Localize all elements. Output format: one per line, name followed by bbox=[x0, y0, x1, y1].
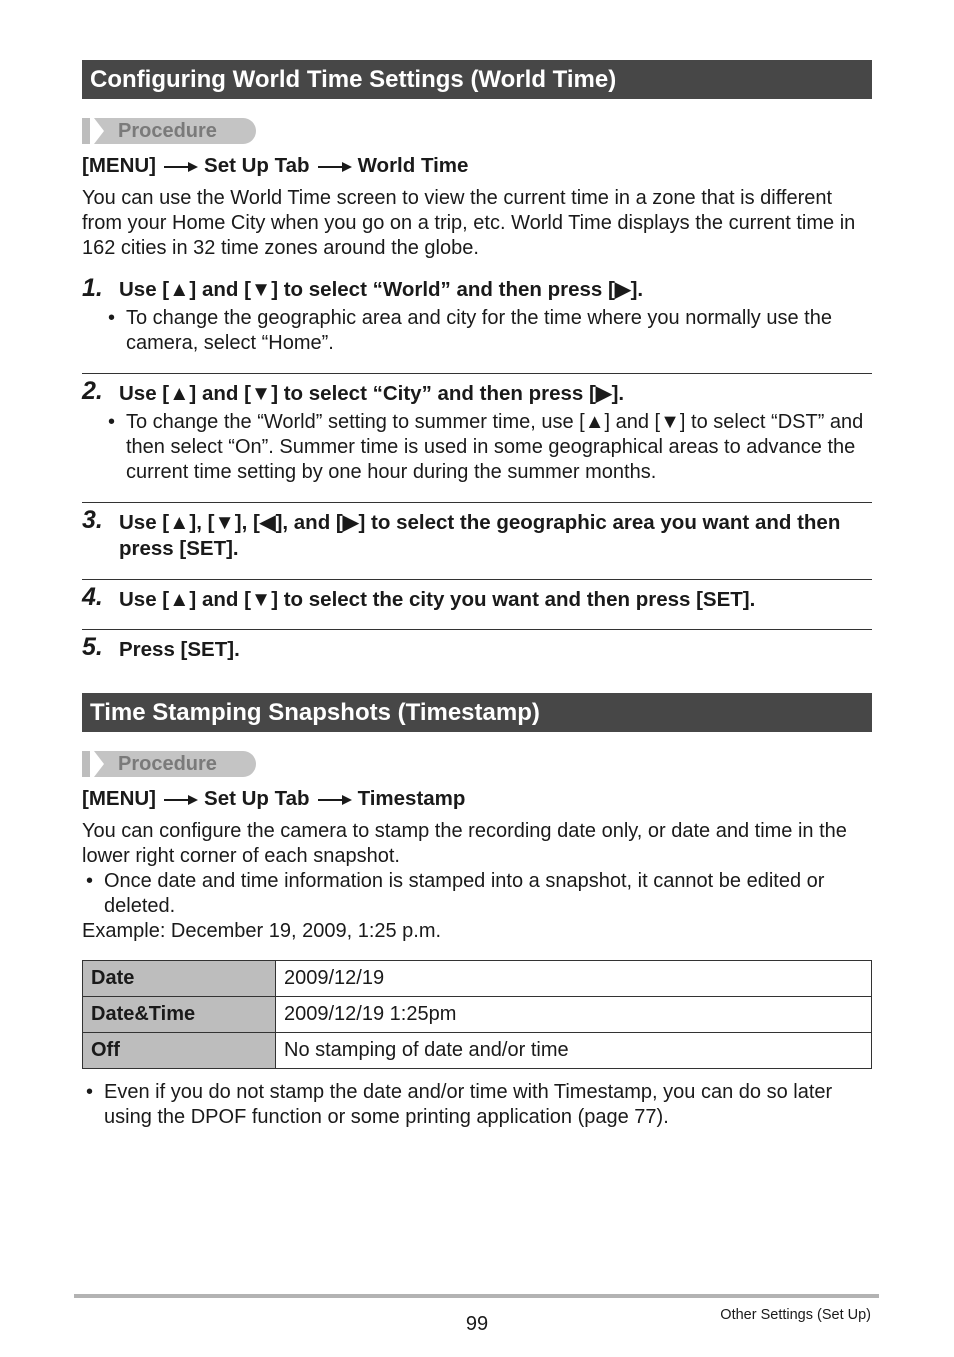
step-note: • To change the “World” setting to summer time, use [▲] and [▼] to select “DST” and then select “On”. Summer time is used in some geographical areas to advance the current time setting by one hour during the summer months. bbox=[108, 411, 864, 483]
steps-list bbox=[82, 274, 872, 663]
menu-key: [MENU] bbox=[82, 787, 157, 810]
procedure-label: Procedure bbox=[118, 120, 217, 142]
bullet-text: Even if you do not stamp the date and/or time with Timestamp, you can do so later using the DPOF function or some printing application (page 77). bbox=[104, 1081, 833, 1128]
step-note-text: To change the “World” setting to summer time, use [▲] and [▼] to select “DST” and then select “On”. Summer time is used in some geographical areas to advance the current time setting by one hour during the summer months. bbox=[126, 411, 864, 483]
step-number: 3. bbox=[82, 506, 103, 534]
step-number: 2. bbox=[82, 377, 103, 405]
step-1 bbox=[82, 274, 872, 373]
step-4 bbox=[82, 579, 872, 629]
menu-path bbox=[82, 786, 872, 812]
footer-rule bbox=[74, 1294, 879, 1298]
step-title: Use [▲] and [▼] to select the city you want and then press [SET]. bbox=[119, 588, 756, 611]
procedure-bar bbox=[82, 118, 90, 144]
procedure-badge bbox=[82, 118, 872, 144]
bullet-note: • Even if you do not stamp the date and/or time with Timestamp, you can do so later using the DPOF function or some printing application (page 77). bbox=[86, 1081, 833, 1128]
step-title: Press [SET]. bbox=[119, 638, 240, 661]
arrow-right-icon bbox=[164, 161, 198, 173]
step-number: 4. bbox=[82, 583, 103, 611]
table-value-cell: No stamping of date and/or time bbox=[276, 1033, 872, 1069]
step-number: 1. bbox=[82, 274, 103, 302]
section-title-timestamp: Time Stamping Snapshots (Timestamp) bbox=[82, 693, 872, 732]
bullet-note: • Once date and time information is stamped into a snapshot, it cannot be edited or deleted. bbox=[86, 870, 825, 917]
menu-key: [MENU] bbox=[82, 154, 157, 177]
example-text: Example: December 19, 2009, 1:25 p.m. bbox=[82, 920, 442, 942]
procedure-bar bbox=[82, 751, 90, 777]
step-2 bbox=[82, 373, 872, 502]
procedure-badge bbox=[82, 751, 872, 777]
arrow-right-icon bbox=[164, 794, 198, 806]
footer-section-label: Other Settings (Set Up) bbox=[720, 1307, 871, 1323]
section-title-world-time: Configuring World Time Settings (World Time) bbox=[82, 60, 872, 99]
arrow-right-icon bbox=[318, 794, 352, 806]
timestamp-table bbox=[82, 960, 872, 1069]
intro-paragraph: You can use the World Time screen to view the current time in a zone that is different from your Home City when you go on a trip, etc. World Time displays the current time in 162 cities in 32 time zones around the globe. bbox=[82, 187, 856, 259]
menu-tab: Set Up Tab bbox=[204, 787, 310, 810]
menu-item: Timestamp bbox=[357, 787, 466, 810]
step-3 bbox=[82, 502, 872, 579]
arrow-right-icon bbox=[318, 161, 352, 173]
step-title: Use [▲] and [▼] to select “World” and then press [▶]. bbox=[119, 278, 644, 301]
bullet-text: Once date and time information is stamped into a snapshot, it cannot be edited or deleted. bbox=[104, 870, 825, 917]
table-label-cell: Off bbox=[83, 1033, 276, 1069]
page-number: 99 bbox=[465, 1313, 489, 1335]
step-5 bbox=[82, 629, 872, 663]
step-note-text: To change the geographic area and city for the time where you normally use the camera, select “Home”. bbox=[126, 307, 832, 354]
step-title: Use [▲], [▼], [◀], and [▶] to select the geographic area you want and then press [SET]. bbox=[119, 511, 841, 560]
menu-tab: Set Up Tab bbox=[204, 154, 310, 177]
step-number: 5. bbox=[82, 633, 103, 661]
intro-paragraph: You can configure the camera to stamp the recording date only, or date and time in the lower right corner of each snapshot. bbox=[82, 820, 847, 867]
table-label-cell: Date bbox=[83, 961, 276, 997]
table-value-cell: 2009/12/19 1:25pm bbox=[276, 997, 872, 1033]
step-title: Use [▲] and [▼] to select “City” and then press [▶]. bbox=[119, 382, 625, 405]
step-note: • To change the geographic area and city for the time where you normally use the camera, select “Home”. bbox=[108, 307, 832, 354]
table-value-cell: 2009/12/19 bbox=[276, 961, 872, 997]
menu-item: World Time bbox=[357, 154, 469, 177]
menu-path bbox=[82, 153, 872, 179]
table-label-cell: Date&Time bbox=[83, 997, 276, 1033]
table-row bbox=[83, 1033, 872, 1069]
page-content bbox=[82, 60, 872, 1130]
procedure-label: Procedure bbox=[118, 753, 217, 775]
table-row bbox=[83, 997, 872, 1033]
table-row bbox=[83, 961, 872, 997]
